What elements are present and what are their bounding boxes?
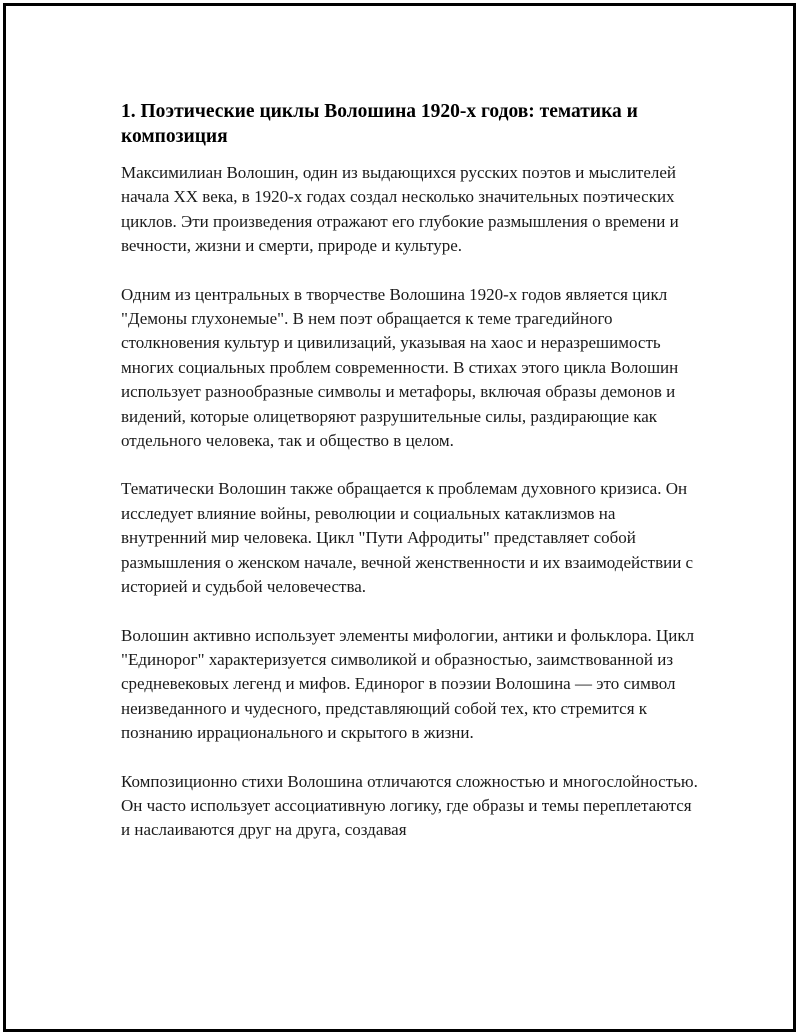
paragraph-3: Тематически Волошин также обращается к проблемам духовного кризиса. Он исследует влияние войны, революции и социальных катаклизмов на внутренний мир человека. Цикл "Пути Афродиты" представляет собой размышления о женском начале, вечной женственности и их взаимодействии с историей и судьбой человечества. (121, 479, 694, 597)
paragraph-2: Одним из центральных в творчестве Волошина 1920-х годов является цикл "Демоны глухонемые". В нем поэт обращается к теме трагедийного столкновения культур и цивилизаций, указывая на хаос и неразрешимость многих социальных проблем современности. В стихах этого цикла Волошин использует разнообразные символы и метафоры, включая образы демонов и видений, которые олицетворяют разрушительные силы, раздирающие как отдельного человека, так и общество в целом. (121, 284, 679, 451)
page-frame (3, 3, 796, 1032)
paragraph-5: Композиционно стихи Волошина отличаются сложностью и многослойностью. Он часто использует ассоциативную логику, где образы и темы переплетаются и наслаиваются друг на друга, создавая (121, 771, 698, 840)
paragraph-4: Волошин активно использует элементы мифологии, антики и фольклора. Цикл "Единорог" характеризуется символикой и образностью, заимствованной из средневековых легенд и мифов. Единорог в поэзии Волошина — это символ неизведанного и чудесного, представляющий собой тех, кто стремится к познанию иррационального и скрытого в жизни. (121, 625, 695, 743)
section-heading: 1. Поэтические циклы Волошина 1920-х годов: тематика и композиция (121, 101, 638, 147)
document-body (121, 99, 701, 867)
paragraph-1: Максимилиан Волошин, один из выдающихся русских поэтов и мыслителей начала XX века, в 1920-х годах создал несколько значительных поэтических циклов. Эти произведения отражают его глубокие размышления о времени и вечности, жизни и смерти, природе и культуре. (121, 163, 679, 256)
